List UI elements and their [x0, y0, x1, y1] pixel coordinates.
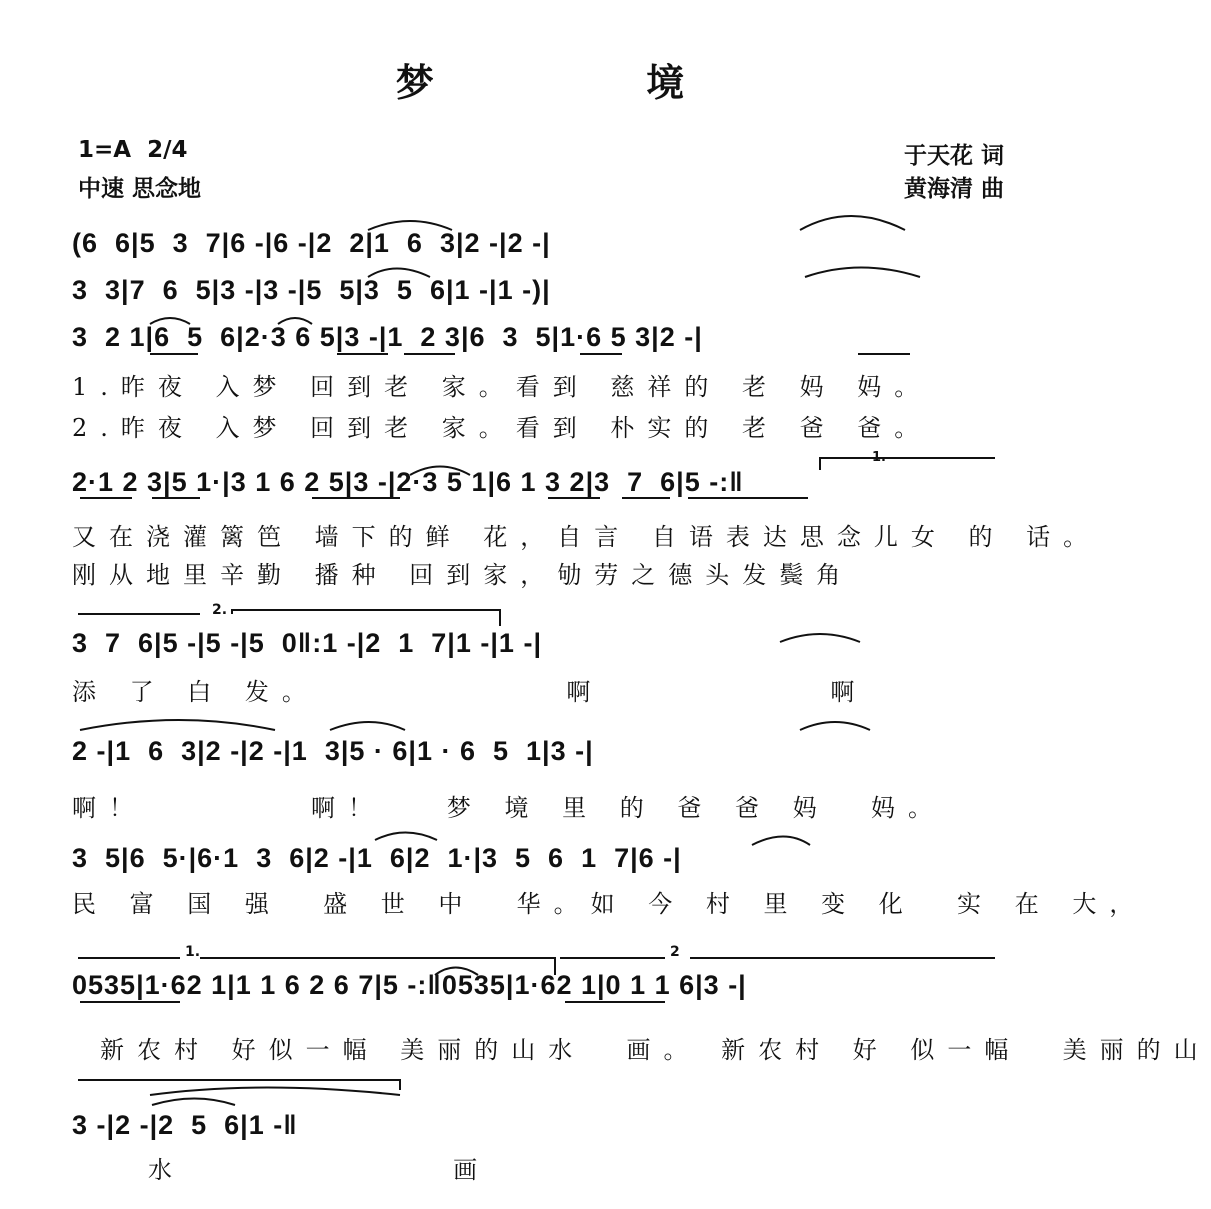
- slur: [805, 268, 920, 278]
- staff-line-5: 3 7 6|5 -|5 -|5 0‖:1 -|2 1 7|1 -|1 -|: [72, 628, 542, 658]
- volta-label-4: 2: [670, 944, 680, 960]
- composer-credit: 黄海清 曲: [903, 176, 1004, 202]
- lyric-line-1: 1.昨夜 入梦 回到老 家。看到 慈祥的 老 妈 妈。: [72, 373, 932, 401]
- lyric-line-8: 新农村 好似一幅 美丽的山水 画。 新农村 好 似一幅 美丽的山: [100, 1036, 1211, 1064]
- lyric-line-4: 刚从地里辛勤 播种 回到家，劬劳之德头发鬓角: [72, 561, 854, 589]
- staff-line-9: 3 -|2 -|2 5 6|1 -‖: [72, 1110, 298, 1140]
- lyric-line-7: 民 富 国 强 盛 世 中 华。如 今 村 里 变 化 实 在 大，: [72, 890, 1147, 918]
- staff-line-4: 2·1 2 3|5 1·|3 1 6 2 5|3 -|2·3 5 1|6 1 3 2|3 7 6|5 -:‖: [72, 467, 744, 497]
- slur: [278, 318, 312, 324]
- slur: [150, 318, 190, 324]
- lyricist-credit: 于天花 词: [903, 143, 1004, 169]
- tempo-mood: 中速 思念地: [78, 176, 202, 202]
- slur: [375, 833, 437, 841]
- slur: [780, 634, 860, 642]
- song-title: 梦 境: [395, 61, 747, 105]
- key-meter: 1=A 2/4: [78, 137, 188, 163]
- slur: [330, 722, 405, 730]
- slur: [435, 968, 478, 976]
- staff-line-8: 0535|1·62 1|1 1 6 2 6 7|5 -:‖0535|1·62 1|0 1 1 6|3 -|: [72, 970, 747, 1000]
- volta-label-3: 1.: [185, 944, 201, 960]
- volta-label-1: 1.: [872, 450, 886, 465]
- slur: [368, 221, 452, 230]
- staff-line-3: 3 2 1|6 5 6|2·3 6 5|3 -|1 2 3|6 3 5|1·6 5 3|2 -|: [72, 322, 703, 352]
- staff-line-7: 3 5|6 5·|6·1 3 6|2 -|1 6|2 1·|3 5 6 1 7|6 -|: [72, 843, 682, 873]
- lyric-line-6: 啊！ 啊！ 梦 境 里 的 爸 爸 妈 妈。: [72, 794, 945, 822]
- staff-line-6: 2 -|1 6 3|2 -|2 -|1 3|5 · 6|1 · 6 5 1|3 -|: [72, 736, 594, 766]
- slur: [368, 269, 430, 278]
- lyric-line-3: 又在浇灌篱笆 墙下的鲜 花，自言 自语表达思念儿女 的 话。: [72, 523, 1101, 551]
- slur: [150, 1088, 400, 1096]
- lyric-line-9: 水 画: [148, 1156, 491, 1184]
- slur: [800, 722, 870, 730]
- staff-line-2: 3 3|7 6 5|3 -|3 -|5 5|3 5 6|1 -|1 -)|: [72, 275, 551, 305]
- slur: [410, 467, 470, 476]
- slur: [752, 837, 810, 846]
- volta-label-2: 2.: [212, 602, 228, 618]
- volta-bracket: [820, 458, 995, 470]
- slur: [800, 216, 905, 230]
- lyric-line-2: 2.昨夜 入梦 回到老 家。看到 朴实的 老 爸 爸。: [72, 414, 932, 442]
- volta-bracket: [200, 958, 555, 975]
- volta-bracket: [232, 610, 500, 626]
- lyric-line-5: 添 了 白 发。 啊 啊: [72, 678, 868, 706]
- slur: [80, 720, 275, 730]
- staff-line-1: (6 6|5 3 7|6 -|6 -|2 2|1 6 3|2 -|2 -|: [72, 228, 551, 258]
- slur: [152, 1099, 235, 1106]
